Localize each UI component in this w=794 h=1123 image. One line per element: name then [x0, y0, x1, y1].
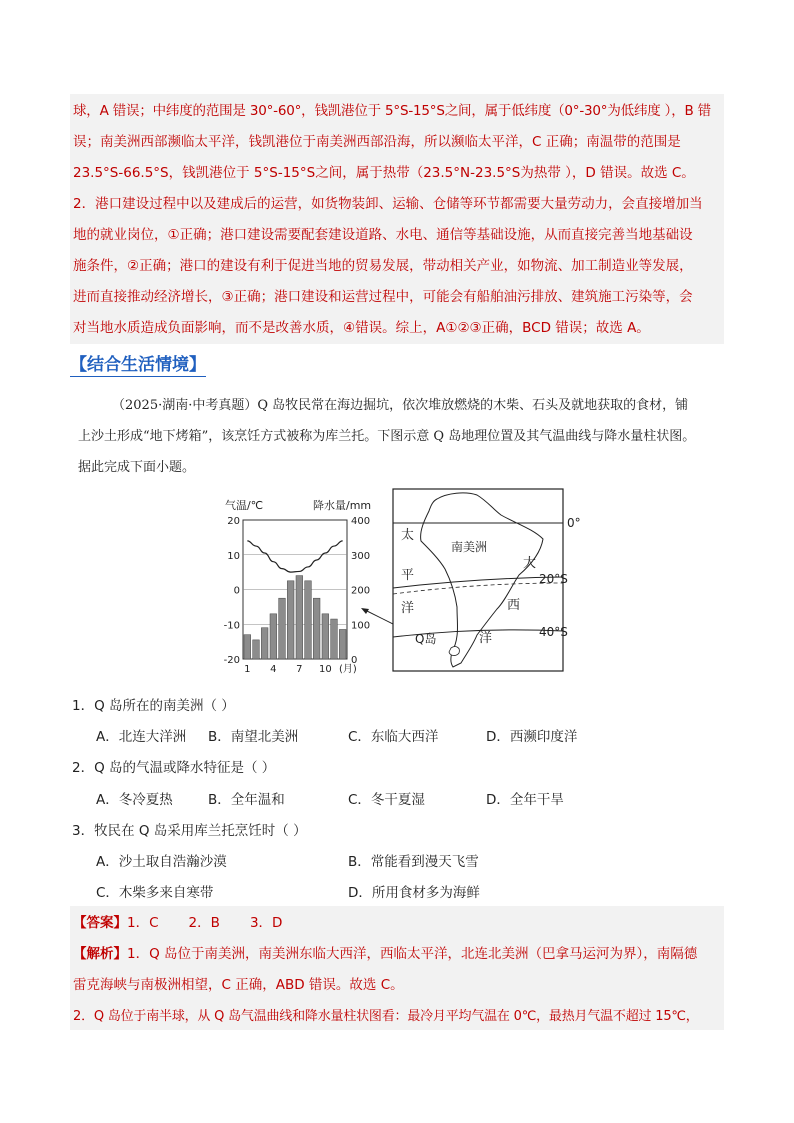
option-d: D．全年干旱 [486, 792, 564, 808]
option-c: C．冬干夏湿 [348, 792, 425, 808]
temperature-curve [247, 541, 342, 572]
lat-20s-label: 20°S [539, 572, 568, 586]
temp-tick-label: 0 [233, 585, 240, 597]
precip-bar [287, 581, 294, 659]
explanation-line: 误；南美洲西部濒临太平洋，钱凯港位于南美洲西部沿海，所以濒临太平洋，C 正确；南温带的范围是 [73, 134, 681, 150]
figure [215, 485, 595, 685]
intro-line: 上沙土形成“地下烤箱”，该烹饪方式被称为库兰托。下图示意 Q 岛地理位置及其气温曲线与降水量柱状图。 [78, 429, 696, 444]
analysis-label: 【解析】 [73, 946, 127, 962]
lat-0-label: 0° [567, 516, 581, 530]
heading-underline [70, 376, 206, 377]
x-tick-label: 1 [244, 664, 251, 675]
ocean-right-char: 洋 [479, 631, 493, 646]
temp-tick-labels [224, 516, 240, 666]
x-tick-label: 7 [296, 664, 303, 675]
precip-bar [279, 598, 286, 659]
precip-tick-label: 200 [351, 585, 371, 597]
explanation-line: 施条件，②正确；港口的建设有利于促进当地的贸易发展，带动相关产业，如物流、加工制造业等发展， [73, 258, 693, 274]
question-stem: 3．牧民在 Q 岛采用库兰托烹饪时（ ） [72, 823, 307, 839]
explanation-line: 地的就业岗位，①正确；港口建设需要配套建设道路、水电、通信等基础设施，从而直接完善当地基础设 [73, 227, 693, 243]
x-tick-label: 10 [318, 664, 332, 675]
precip-bar [305, 581, 312, 659]
answer-line [73, 908, 282, 939]
precip-bar [244, 635, 251, 659]
gridlines [243, 555, 347, 625]
intro-line: 据此完成下面小题。 [78, 460, 196, 475]
temp-tick-label: -10 [223, 620, 240, 632]
precip-tick-label: 0 [351, 655, 358, 666]
temp-axis-label: 气温/℃ [225, 499, 264, 512]
explanation-line: 对当地水质造成负面影响，而不是改善水质，④错误。综上，A①②③正确，BCD 错误；故选 A。 [73, 320, 650, 336]
precip-tick-labels [351, 516, 370, 666]
precip-bar [313, 598, 320, 659]
explanation-line: 进而直接推动经济增长，③正确；港口建设和运营过程中，可能会有船舶油污排放、建筑施工污染等，会 [73, 289, 693, 305]
precip-bar [322, 614, 329, 659]
temp-tick-label: 10 [227, 550, 240, 562]
intro-line: （2025·湖南·中考真题）Q 岛牧民常在海边掘坑，依次堆放燃烧的木柴、石头及就地获取的食材，铺 [112, 398, 689, 413]
option-a: A．北连大洋洲 [96, 729, 187, 745]
x-unit-label: (月) [339, 664, 357, 675]
answer-label: 【答案】 [73, 915, 127, 931]
explanation-line: 球，A 错误；中纬度的范围是 30°-60°，钱凯港位于 5°S-15°S之间，属于低纬度（0°-30°为低纬度 ），B 错 [73, 103, 711, 119]
temp-tick-label: 20 [227, 516, 240, 527]
question-stem: 2．Q 岛的气温或降水特征是（ ） [72, 760, 276, 776]
analysis-line: 2．Q 岛位于南半球，从 Q 岛气温曲线和降水量柱状图看：最冷月平均气温在 0℃，最热月气温不超过 15℃， [73, 1009, 699, 1024]
option-a: A．沙土取自浩瀚沙漠 [96, 854, 227, 870]
precip-tick-label: 300 [351, 550, 371, 562]
answer-explanation-top [70, 94, 724, 344]
option-b: B．全年温和 [208, 792, 285, 808]
x-tick-label: 4 [270, 664, 277, 675]
section-heading [70, 352, 206, 378]
ocean-left-char: 平 [401, 568, 415, 583]
precip-bar [270, 614, 277, 659]
explanation-line: 2．港口建设过程中以及建成后的运营，如货物装卸、运输、仓储等环节都需要大量劳动力，会直接增加当 [73, 196, 703, 212]
climate-chart [224, 498, 371, 675]
lat-40s-label: 40°S [539, 625, 568, 639]
option-b: B．常能看到漫天飞雪 [348, 854, 479, 870]
ocean-left-char: 洋 [401, 601, 415, 616]
precip-bar [253, 640, 260, 659]
analysis-line [73, 939, 697, 970]
island-label: Q岛 [415, 632, 437, 646]
pointer-arrowhead [361, 608, 369, 614]
section-heading-text: 【结合生活情境】 [70, 355, 206, 375]
precip-bar [331, 619, 338, 659]
answer-text: 1．C 2．B 3．D [127, 915, 283, 931]
analysis-line: 雷克海峡与南极洲相望，C 正确，ABD 错误。故选 C。 [73, 977, 404, 993]
option-c: C．木柴多来自寒带 [96, 885, 214, 901]
option-d: D．西濒印度洋 [486, 729, 578, 745]
precip-tick-label: 100 [351, 620, 371, 632]
south-america-map [393, 489, 581, 671]
x-tick-labels [244, 664, 332, 675]
precip-bar [261, 628, 268, 659]
continent-label: 南美洲 [451, 540, 488, 554]
option-d: D．所用食材多为海鲜 [348, 885, 480, 901]
option-c: C．东临大西洋 [348, 729, 439, 745]
precip-bar [296, 576, 303, 659]
answer-explanation-bottom [70, 906, 724, 1030]
ocean-right-char: 西 [507, 598, 521, 613]
ocean-left-char: 太 [401, 528, 415, 543]
temp-tick-label: -20 [223, 655, 240, 666]
ocean-right-char: 大 [523, 556, 537, 571]
precip-bar [339, 629, 346, 659]
precip-axis-label: 降水量/mm [313, 499, 372, 512]
precip-tick-label: 400 [351, 516, 371, 527]
option-a: A．冬冷夏热 [96, 792, 173, 808]
analysis-text: 1．Q 岛位于南美洲，南美洲东临大西洋，西临太平洋，北连北美洲（巴拿马运河为界），南隔德 [127, 946, 698, 962]
question-stem: 1．Q 岛所在的南美洲（ ） [72, 698, 235, 714]
option-b: B．南望北美洲 [208, 729, 299, 745]
explanation-line: 23.5°S-66.5°S，钱凯港位于 5°S-15°S之间，属于热带（23.5°N-23.5°S为热带 ），D 错误。故选 C。 [73, 165, 695, 181]
precip-bars [244, 576, 346, 659]
